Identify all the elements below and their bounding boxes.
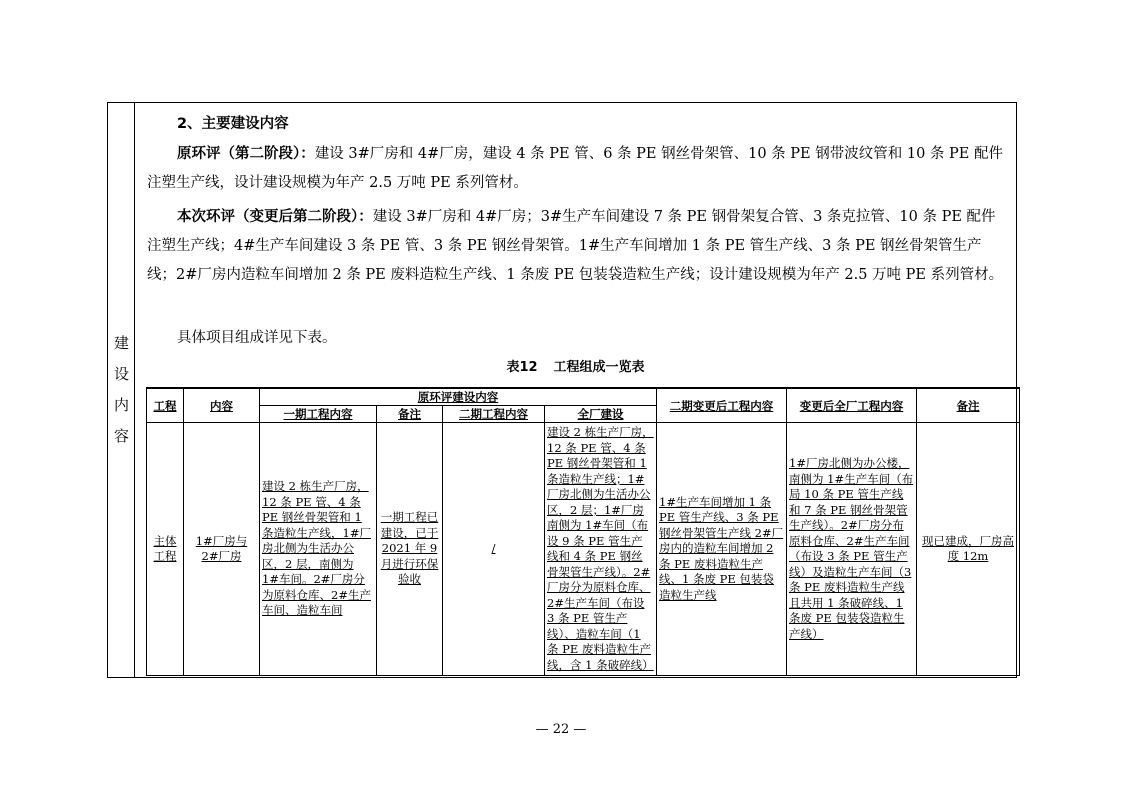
cell-phase1: 建设 2 栋生产厂房，12 条 PE 管、4 条 PE 钢丝骨架管和 1 条造粒生产线，1#厂房北侧为生活办公区，2 层，南侧为 1#车间。2#厂房分为原料仓库、2#生产车间、造粒车间 bbox=[260, 423, 377, 676]
paragraph-original-eia-label: 原环评（第二阶段）： bbox=[177, 146, 315, 162]
header-phase2: 二期工程内容 bbox=[443, 406, 545, 423]
table-caption bbox=[135, 356, 1016, 375]
header-note1: 备注 bbox=[377, 406, 443, 423]
cell-whole-plant: 建设 2 栋生产厂房，12 条 PE 管、4 条 PE 钢丝骨架管和 1 条造粒生产线；1#厂房北侧为生活办公区，2 层；1#厂房南侧为 1#车间（布设 9 条 PE 管生产线和 4 条 PE 钢丝骨架管生产线）。2#厂房分为原料仓库、2#生产车间（布设 3 条 PE 管生产线）、造粒车间（1 条 PE 废料造粒生产线，含 1 条破碎线） bbox=[545, 423, 657, 676]
cell-remark: 现已建成，厂房高度 12m bbox=[917, 423, 1020, 676]
header-whole-plant: 全厂建设 bbox=[545, 406, 657, 423]
cell-note1: 一期工程已建设，已于 2021 年 9 月进行环保验收 bbox=[377, 423, 443, 676]
table-header-row bbox=[147, 388, 1020, 406]
section-title: 2、主要建设内容 bbox=[177, 116, 289, 132]
header-original-group: 原环评建设内容 bbox=[260, 388, 657, 406]
paragraph-current-eia bbox=[147, 203, 1008, 290]
cell-whole-after-change: 1#厂房北侧为办公楼，南侧为 1#生产车间（布局 10 条 PE 管生产线和 7 条 PE 钢丝骨架管生产线）。2#厂房分布原料仓库、2#生产车间（布设 3 条 PE 管生产线）及造粒生产车间（3 条 PE 废料造粒生产线且共用 1 条破碎线、1 条废 PE 包装袋造粒生产线） bbox=[787, 423, 917, 676]
cell-phase2: / bbox=[443, 423, 545, 676]
paragraph-current-eia-text: 建设 3#厂房和 4#厂房；3#生产车间建设 7 条 PE 钢骨架复合管、3 条克拉管、10 条 PE 配件注塑生产线；4#生产车间建设 3 条 PE 管、3 条 PE 钢丝骨架管。1#生产车间增加 1 条 PE 管生产线、3 条 PE 钢丝骨架管生产线；2#厂房内造粒车间增加 2 条 PE 废料造粒生产线、1 条废 PE 包装袋造粒生产线；设计建设规模为年产 2.5 万吨 PE 系列管材。 bbox=[147, 209, 1004, 283]
page-number: — 22 — bbox=[535, 722, 587, 737]
paragraph-current-eia-label: 本次环评（变更后第二阶段）： bbox=[177, 209, 373, 225]
side-label: 建设内容 bbox=[113, 334, 129, 445]
content-area bbox=[135, 103, 1016, 677]
paragraph-table-intro: 具体项目组成详见下表。 bbox=[177, 330, 337, 346]
table-caption-number: 表12 bbox=[506, 360, 538, 375]
table-caption-title: 工程组成一览表 bbox=[553, 360, 645, 375]
cell-content: 1#厂房与 2#厂房 bbox=[184, 423, 260, 676]
header-whole-after-change: 变更后全厂工程内容 bbox=[787, 388, 917, 423]
document-frame bbox=[107, 102, 1017, 678]
header-phase2-changed: 二期变更后工程内容 bbox=[657, 388, 787, 423]
paragraph-original-eia-text: 建设 3#厂房和 4#厂房，建设 4 条 PE 管、6 条 PE 钢丝骨架管、10 条 PE 钢带波纹管和 10 条 PE 配件注塑生产线，设计建设规模为年产 2.5 万吨 PE 系列管材。 bbox=[147, 146, 1003, 191]
cell-project: 主体工程 bbox=[147, 423, 184, 676]
side-column bbox=[108, 103, 135, 677]
header-remark: 备注 bbox=[917, 388, 1020, 423]
header-project: 工程 bbox=[147, 388, 184, 423]
header-phase1: 一期工程内容 bbox=[260, 406, 377, 423]
table-row bbox=[147, 423, 1020, 676]
header-content: 内容 bbox=[184, 388, 260, 423]
engineering-composition-table bbox=[146, 387, 1020, 676]
cell-phase2-changed: 1#生产车间增加 1 条 PE 管生产线、3 条 PE 钢丝骨架管生产线 2#厂房内的造粒车间增加 2 条 PE 废料造粒生产线、1 条废 PE 包装袋造粒生产线 bbox=[657, 423, 787, 676]
paragraph-original-eia bbox=[147, 140, 1008, 198]
